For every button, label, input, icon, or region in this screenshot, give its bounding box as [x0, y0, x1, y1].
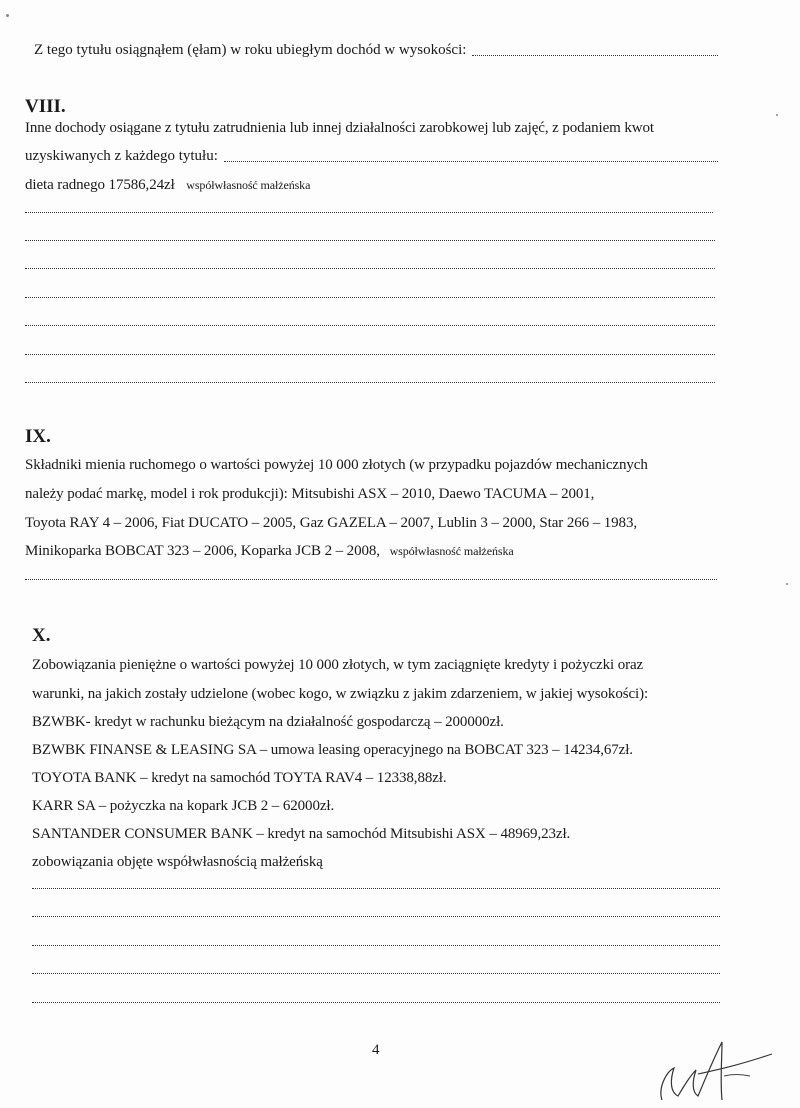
section-viii-entry — [25, 176, 310, 194]
dotted-line — [32, 973, 720, 974]
section-viii-heading: VIII. — [25, 96, 66, 117]
dotted-fill — [224, 161, 718, 162]
scan-speck — [786, 583, 788, 585]
liability-item: BZWBK FINANSE & LEASING SA – umowa leasing operacyjnego na BOBCAT 323 – 14234,67zł. — [32, 742, 633, 758]
section-viii-entry-main: dieta radnego 17586,24zł — [25, 177, 175, 193]
income-line — [34, 41, 718, 59]
handwritten-signature — [640, 1030, 780, 1102]
dotted-line — [25, 382, 715, 383]
liability-item: SANTANDER CONSUMER BANK – kredyt na samochód Mitsubishi ASX – 48969,23zł. — [32, 826, 571, 842]
dotted-line — [25, 354, 715, 355]
section-ix-heading: IX. — [25, 426, 51, 447]
dotted-fill — [472, 55, 718, 56]
section-x-note: zobowiązania objęte współwłasnością małżeńską — [32, 854, 323, 870]
section-ix-line4 — [25, 542, 514, 560]
scan-speck — [776, 114, 778, 116]
section-viii-line1: Inne dochody osiągane z tytułu zatrudnienia lub innej działalności zarobkowej lub zajęć, z podaniem kwot — [25, 120, 654, 136]
liability-item: TOYOTA BANK – kredyt na samochód TOYTA RAV4 – 12338,88zł. — [32, 770, 447, 786]
section-viii-entry-note: współwłasność małżeńska — [186, 178, 311, 192]
dotted-line — [32, 916, 720, 917]
section-viii-line2-text: uzyskiwanych z każdego tytułu: — [25, 148, 218, 164]
dotted-line — [25, 325, 715, 326]
liability-item: KARR SA – pożyczka na kopark JCB 2 – 62000zł. — [32, 798, 335, 814]
dotted-line — [25, 268, 715, 269]
section-ix-line4-main: Minikoparka BOBCAT 323 – 2006, Koparka JCB 2 – 2008, — [25, 543, 380, 559]
section-x-line1: Zobowiązania pieniężne o wartości powyżej 10 000 złotych, w tym zaciągnięte kredyty i pożyczki oraz — [32, 657, 644, 673]
dotted-line — [25, 297, 715, 298]
section-x-line2: warunki, na jakich zostały udzielone (wobec kogo, w związku z jakim zdarzeniem, w jakiej wysokości): — [32, 686, 649, 702]
dotted-line — [32, 888, 720, 889]
income-label: Z tego tytułu osiągnąłem (ęłam) w roku ubiegłym dochód w wysokości: — [34, 42, 467, 58]
section-ix-line2: należy podać markę, model i rok produkcji): Mitsubishi ASX – 2010, Daewo TACUMA – 2001, — [25, 486, 595, 502]
dotted-line — [32, 1002, 720, 1003]
dotted-line — [25, 579, 717, 580]
page-number: 4 — [372, 1042, 380, 1058]
dotted-line — [32, 945, 720, 946]
section-ix-line4-note: współwłasność małżeńska — [389, 544, 514, 558]
section-viii-line2 — [25, 147, 718, 165]
liability-item: BZWBK- kredyt w rachunku bieżącym na działalność gospodarczą – 200000zł. — [32, 714, 504, 730]
section-ix-line3: Toyota RAY 4 – 2006, Fiat DUCATO – 2005, Gaz GAZELA – 2007, Lublin 3 – 2000, Star 266 – 1983, — [25, 515, 637, 531]
section-ix-line1: Składniki mienia ruchomego o wartości powyżej 10 000 złotych (w przypadku pojazdów mechanicznych — [25, 457, 648, 473]
scan-speck — [6, 14, 9, 17]
section-x-heading: X. — [32, 625, 51, 646]
dotted-line — [25, 240, 715, 241]
dotted-line — [25, 212, 713, 213]
